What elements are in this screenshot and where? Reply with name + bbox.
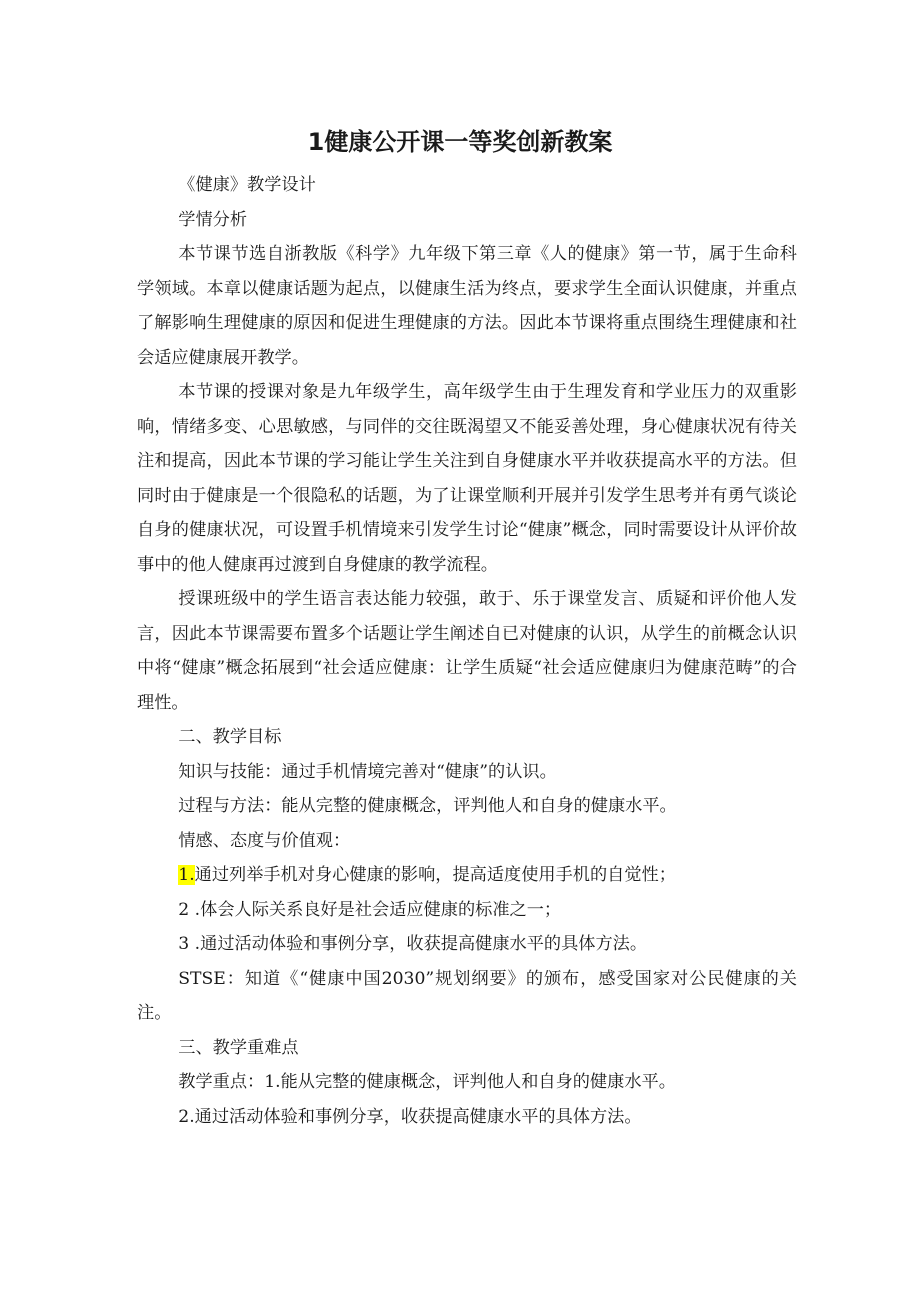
paragraph: STSE：知道《“健康中国2030”规划纲要》的颁布，感受国家对公民健康的关注。 bbox=[137, 968, 797, 1023]
paragraph: 知识与技能：通过手机情境完善对“健康”的认识。 bbox=[178, 761, 557, 782]
paragraph: 本节课节选自浙教版《科学》九年级下第三章《人的健康》第一节，属于生命科学领域。本章以健康话题为起点，以健康生活为终点，要求学生全面认识健康，并重点了解影响生理健康的原因和促进生理健康的方法。因此本节课将重点围绕生理健康和社会适应健康展开教学。 bbox=[137, 244, 797, 368]
paragraph: 过程与方法：能从完整的健康概念，评判他人和自身的健康水平。 bbox=[178, 796, 677, 816]
subtitle: 《健康》教学设计 bbox=[178, 175, 316, 195]
paragraph: 教学重点：1.能从完整的健康概念，评判他人和自身的健康水平。 bbox=[178, 1072, 676, 1092]
list-item: 2 .体会人际关系良好是社会适应健康的标准之一； bbox=[178, 899, 562, 920]
paragraph: 授课班级中的学生语言表达能力较强，敢于、乐于课堂发言、质疑和评价他人发言，因此本节课需要布置多个话题让学生阐述自已对健康的认识，从学生的前概念认识中将“健康”概念拓展到“社会适应健康：让学生质疑“社会适应健康归为健康范畴”的合理性。 bbox=[137, 589, 797, 713]
paragraph: 本节课的授课对象是九年级学生，高年级学生由于生理发育和学业压力的双重影响，情绪多变、心思敏感，与同伴的交往既渴望又不能妥善处理，身心健康状况有待关注和提高，因此本节课的学习能让学生关注到自身健康水平并收获提高水平的方法。但同时由于健康是一个很隐私的话题，为了让课堂顺利开展并引发学生思考并有勇气谈论自身的健康状况，可设置手机情境来引发学生讨论“健康”概念，同时需要设计从评价故事中的他人健康再过渡到自身健康的教学流程。 bbox=[137, 382, 797, 575]
document-title: 1健康公开课一等奖创新教案 bbox=[307, 128, 613, 156]
section-heading: 二、教学目标 bbox=[178, 727, 282, 747]
section-heading: 学情分析 bbox=[178, 209, 248, 230]
document-body bbox=[137, 168, 797, 1134]
list-item: 3 .通过活动体验和事例分享，收获提高健康水平的具体方法。 bbox=[178, 934, 648, 954]
list-item-text: 通过列举手机对身心健康的影响，提高适度使用手机的自觉性； bbox=[194, 865, 676, 885]
list-item bbox=[137, 858, 797, 893]
paragraph: 2.通过活动体验和事例分享，收获提高健康水平的具体方法。 bbox=[178, 1106, 642, 1127]
section-heading: 三、教学重难点 bbox=[178, 1037, 299, 1058]
highlighted-number: 1. bbox=[178, 865, 195, 885]
paragraph: 情感、态度与价值观： bbox=[178, 830, 351, 851]
